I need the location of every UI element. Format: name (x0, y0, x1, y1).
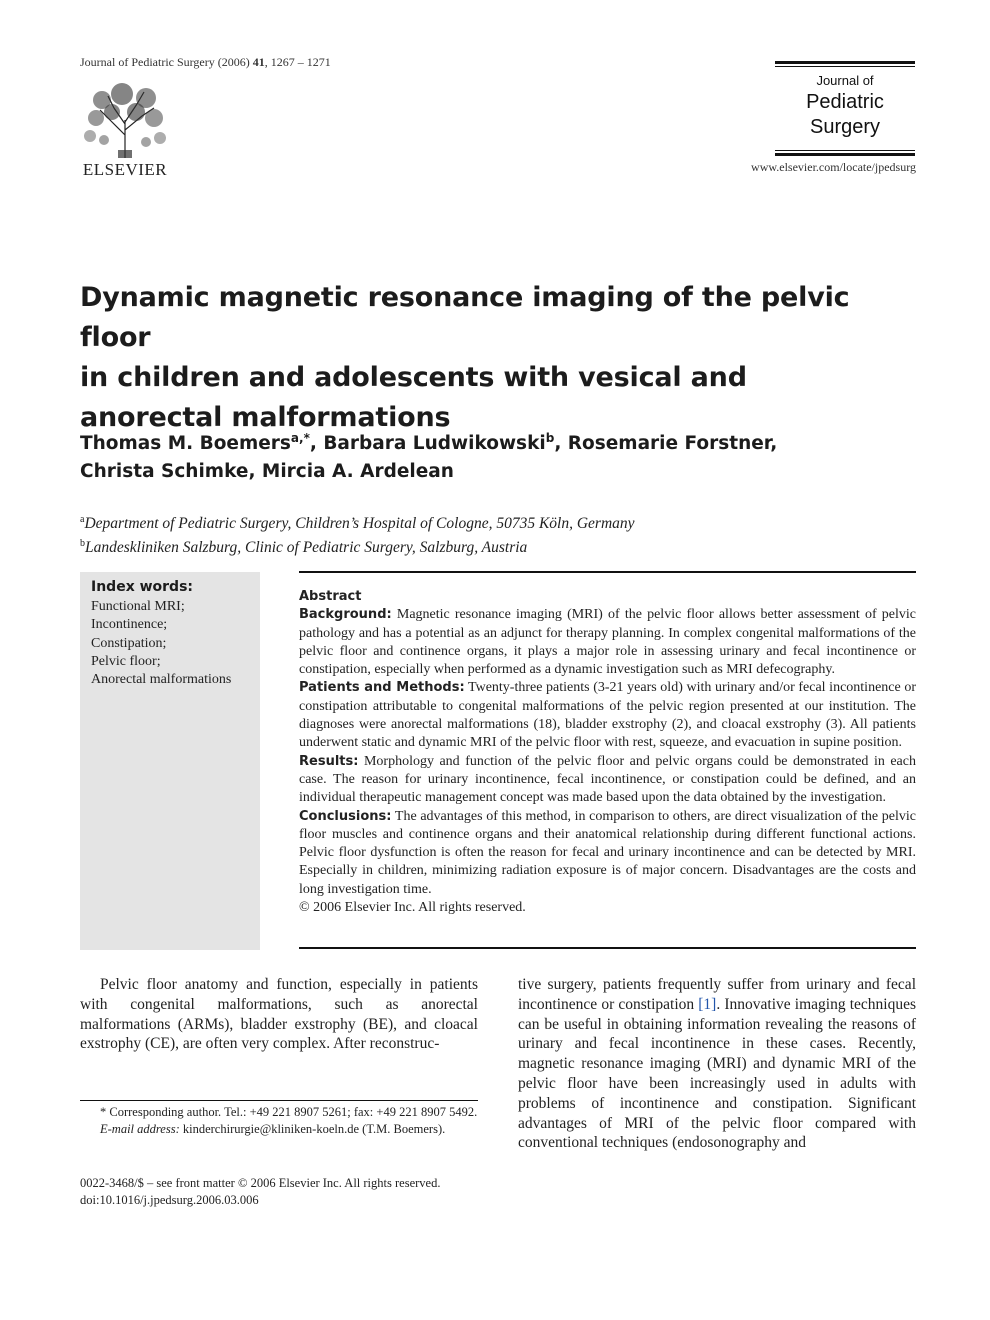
author-name: Barbara Ludwikowski (323, 433, 546, 455)
citation-journal: Journal of Pediatric Surgery (2006) (80, 55, 253, 69)
citation-pages: , 1267 – 1271 (264, 55, 331, 69)
author-separator: , (309, 433, 324, 455)
journal-logo (775, 61, 915, 157)
abstract-section-conclusions (299, 808, 916, 899)
abstract-rule-bottom (299, 947, 916, 949)
body-text: tive surgery, patients frequently suffer from urinary and fecal incontinence or constipation (518, 976, 916, 1013)
title-line: anorectal malformations (80, 402, 451, 433)
affiliation-text: Department of Pediatric Surgery, Children’s Hospital of Cologne, 50735 Köln, Germany (84, 515, 635, 533)
email-note (80, 1121, 478, 1138)
citation-link[interactable]: [1] (698, 995, 717, 1013)
index-word: Functional MRI; (91, 599, 185, 614)
front-matter (80, 1175, 500, 1209)
index-words-list (91, 598, 231, 689)
author-affil-mark[interactable]: b (545, 431, 555, 445)
index-word: Constipation; (91, 635, 167, 651)
index-word: Incontinence; (91, 617, 168, 633)
author-line (80, 424, 910, 458)
abstract (299, 588, 916, 917)
abstract-text: Magnetic resonance imaging (MRI) of the pelvic floor allows better assessment of pelvic pathology and has a potential as an adjunct for therapy planning. In complex congenital malformations of the pelvic floor and continence organs, it plays a major role in assessing urinary and fecal incontinence or constipation, especially when performed as a dynamic investigation such as MRI defecography. (299, 607, 916, 678)
journal-url[interactable]: www.elsevier.com/locate/jpedsurg (751, 160, 916, 174)
index-word: Pelvic floor; (91, 653, 161, 669)
elsevier-tree-icon (82, 80, 168, 158)
footnote (80, 1104, 478, 1138)
corresponding-author-note: * Corresponding author. Tel.: +49 221 8907 5261; fax: +49 221 8907 5492. (100, 1105, 478, 1119)
body-column-right (518, 975, 916, 1153)
author-name: Christa Schimke (80, 461, 249, 483)
affiliations (80, 510, 910, 558)
logo-rule-top (775, 61, 915, 64)
journal-citation (80, 55, 331, 70)
email-label: E-mail address: (100, 1121, 180, 1136)
abstract-section-background (299, 606, 916, 679)
author-separator: , (770, 433, 778, 455)
abstract-section-methods (299, 679, 916, 752)
index-words-box (80, 572, 260, 950)
body-paragraph (518, 975, 916, 1153)
affiliation-mark: b (80, 538, 85, 550)
logo-rule-bottom (775, 153, 915, 156)
abstract-label: Background: (299, 607, 392, 623)
journal-logo-line3: Surgery (809, 116, 881, 138)
citation-volume: 41 (252, 55, 265, 69)
author-line (80, 458, 910, 486)
abstract-label: Patients and Methods: (299, 680, 465, 696)
title-line: Dynamic magnetic resonance imaging of the pelvic floor (80, 282, 850, 353)
index-word: Anorectal malformations (91, 672, 232, 688)
author-name: Mircia A. Ardelean (261, 461, 454, 483)
body-paragraph: Pelvic floor anatomy and function, especially in patients with congenital malformations, such as anorectal malformations (ARMs), bladder exstrophy (BE), and cloacal exstrophy (CE), are often very complex. After reconstruc- (80, 976, 478, 1053)
abstract-label: Conclusions: (299, 808, 392, 824)
index-words-heading: Index words: (91, 579, 194, 595)
author-name: Rosemarie Forstner (567, 433, 771, 455)
author-separator: , (554, 433, 568, 455)
abstract-text: Morphology and function of the pelvic floor and pelvic organs could be demonstrated in each case. The reason for urinary incontinence, fecal incontinence, or constipation could be defined, and an individual therapeutic management concept was made based upon the data obtained by the investigation. (299, 753, 916, 806)
logo-rule-bottom-thin (775, 150, 915, 151)
affiliation-text: Landeskliniken Salzburg, Clinic of Pediatric Surgery, Salzburg, Austria (85, 539, 528, 557)
abstract-copyright: © 2006 Elsevier Inc. All rights reserved. (299, 900, 526, 916)
affiliation-mark: a (80, 514, 85, 525)
abstract-rule-top (299, 571, 916, 573)
elsevier-wordmark: ELSEVIER (82, 160, 168, 179)
doi-line[interactable]: doi:10.1016/j.jpedsurg.2006.03.006 (80, 1192, 259, 1207)
author-name: Thomas M. Boemers (80, 433, 291, 455)
body-text: . Innovative imaging techniques can be useful in obtaining information revealing the reasons of urinary and fecal incontinence in these cases. Recently, magnetic resonance imaging (MRI) and dynamic MRI of the pelvic floor have been increasingly used in adults with problems of incontinence and constipation. Significant advantages of MRI of the pelvic floor compared with conventional techniques (endosonography and (518, 995, 916, 1152)
affiliation (80, 510, 910, 534)
title-line: in children and adolescents with vesical and (80, 362, 747, 393)
abstract-section-results (299, 753, 916, 808)
author-affil-mark[interactable]: a,* (290, 431, 310, 445)
abstract-heading: Abstract (299, 589, 362, 604)
author-list (80, 424, 910, 486)
journal-logo-line1: Journal of (816, 73, 874, 88)
abstract-text: The advantages of this method, in comparison to others, are direct visualization of the pelvic floor muscles and continence organs and their anatomical relationship during different functional actions. Pelvic floor dysfunction is often the reason for fecal and urinary incontinence and can be detected by MRI. Especially in children, minimizing radiation exposure is of major concern. Disadvantages are the costs and long investigation time. (299, 808, 916, 897)
abstract-text: Twenty-three patients (3-21 years old) with urinary and/or fecal incontinence or constipation attributable to congenital malformations of the pelvic region presented at our institution. The diagnoses were anorectal malformations (18), bladder exstrophy (2), and cloacal exstrophy (3). All patients underwent static and dynamic MRI of the pelvic floor with rest, squeeze, and evacuation in supine position. (299, 680, 916, 751)
logo-rule-top-thin (775, 66, 915, 67)
email-address[interactable]: kinderchirurgie@kliniken-koeln.de (T.M. Boemers). (179, 1121, 446, 1136)
body-column-left (80, 975, 478, 1054)
journal-logo-line2: Pediatric (806, 91, 884, 113)
abstract-label: Results: (299, 753, 359, 769)
issn-line: 0022-3468/$ – see front matter © 2006 Elsevier Inc. All rights reserved. (80, 1176, 441, 1190)
footnote-rule (80, 1100, 478, 1101)
article-title (80, 278, 910, 438)
elsevier-logo (80, 80, 170, 180)
affiliation (80, 534, 910, 558)
author-separator: , (248, 461, 262, 483)
